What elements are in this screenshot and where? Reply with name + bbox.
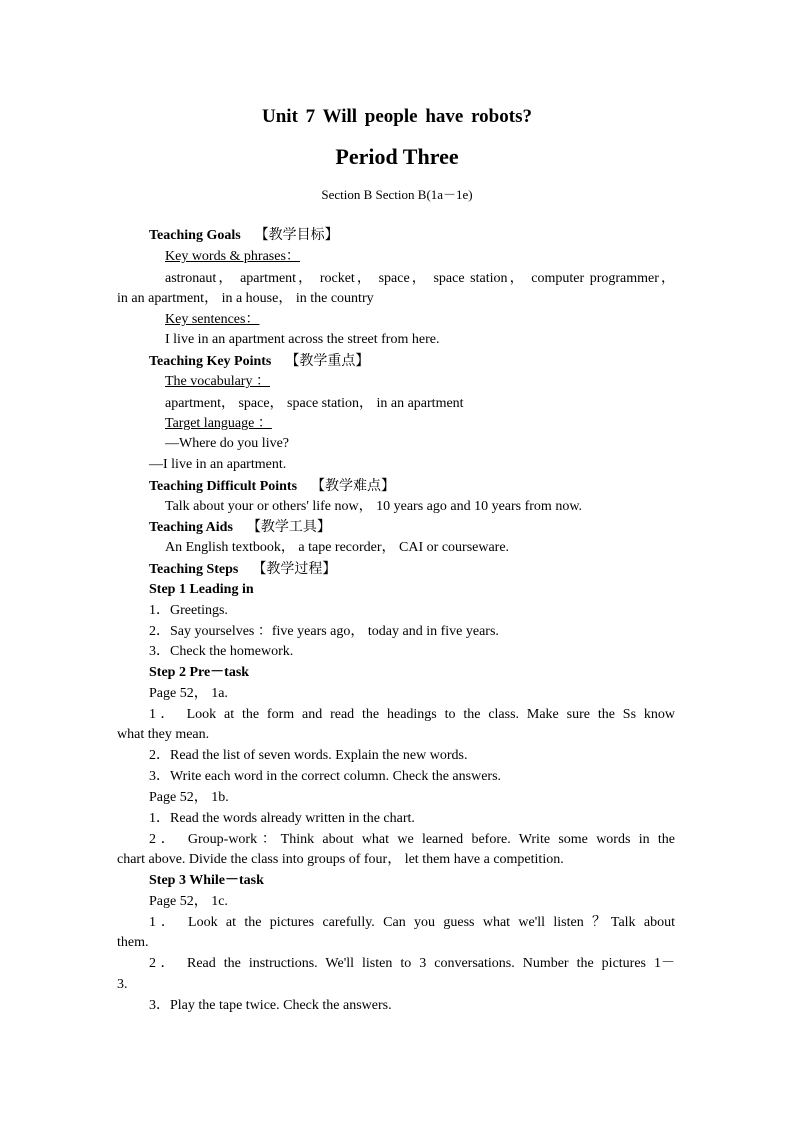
step2-title: Step 2 Pre－task (149, 665, 250, 680)
step3-item: 3．Play the tape twice. Check the answers. (149, 998, 392, 1013)
step2-item: 3．Write each word in the correct column. Check the answers. (149, 769, 502, 784)
step3-item: 1． Look at the pictures carefully. Can you guess what we'll listen ？Talk about (149, 915, 675, 930)
step3-item: 2． Read the instructions. We'll listen to 3 conversations. Number the pictures 1－ (149, 956, 675, 971)
key-points-heading-cn: 【教学重点】 (285, 353, 370, 369)
period-title: Period Three (335, 144, 459, 169)
step2-page: Page 52， 1a. (149, 686, 228, 701)
key-sentences-label: Key sentences： (165, 312, 260, 327)
step3-item-cont: them. (117, 935, 149, 950)
step3-page: Page 52， 1c. (149, 894, 228, 909)
step2-item: 1． Look at the form and read the headings to the class. Make sure the Ss know (149, 707, 675, 722)
step2-item: 2． Group-work：Think about what we learned before. Write some words in the (149, 832, 675, 847)
goals-heading: Teaching Goals 【教学目标】 (149, 227, 339, 243)
step1-item: 2．Say yourselves ：five years ago， today and in five years. (149, 624, 499, 639)
dialogue-answer: —I live in an apartment. (149, 457, 287, 472)
vocabulary-label: The vocabulary ： (165, 374, 270, 389)
unit-title: Unit 7 Will people have robots? (262, 106, 532, 127)
key-words-label: Key words & phrases： (165, 249, 300, 264)
key-sentence: I live in an apartment across the street from here. (165, 332, 440, 347)
key-points-heading: Teaching Key Points 【教学重点】 (149, 353, 370, 369)
section-subtitle: Section B Section B(1a－1e) (321, 187, 473, 202)
key-words-line2: in an apartment， in a house， in the country (117, 291, 374, 306)
step2-item-cont: chart above. Divide the class into groups of four， let them have a competition. (117, 852, 564, 867)
target-language-label: Target language ： (165, 416, 272, 431)
step1-item: 1．Greetings. (149, 603, 228, 618)
step2-item: 2．Read the list of seven words. Explain the new words. (149, 748, 468, 763)
step3-item-cont: 3. (117, 977, 128, 992)
dialogue-question: —Where do you live? (165, 436, 290, 451)
difficult-points-text: Talk about your or others' life now， 10 years ago and 10 years from now. (165, 499, 583, 514)
aids-heading-cn: 【教学工具】 (246, 519, 331, 535)
step2-page: Page 52， 1b. (149, 790, 229, 805)
difficult-points-heading: Teaching Difficult Points 【教学难点】 (149, 478, 396, 494)
steps-heading-cn: 【教学过程】 (252, 561, 337, 577)
vocabulary-list: apartment， space， space station， in an apartment (165, 396, 464, 411)
steps-heading: Teaching Steps 【教学过程】 (149, 561, 337, 577)
step2-item-cont: what they mean. (117, 727, 210, 742)
aids-heading: Teaching Aids 【教学工具】 (149, 519, 331, 535)
step1-title: Step 1 Leading in (149, 582, 254, 597)
step3-title: Step 3 While－task (149, 873, 264, 888)
aids-text: An English textbook， a tape recorder， CAI or courseware. (165, 540, 510, 555)
step1-item: 3．Check the homework. (149, 644, 294, 659)
key-words-line1: astronaut， apartment， rocket， space， space station， computer programmer， (165, 271, 675, 286)
difficult-points-heading-cn: 【教学难点】 (311, 478, 396, 494)
goals-heading-cn: 【教学目标】 (254, 227, 339, 243)
step2-item: 1．Read the words already written in the chart. (149, 811, 415, 826)
